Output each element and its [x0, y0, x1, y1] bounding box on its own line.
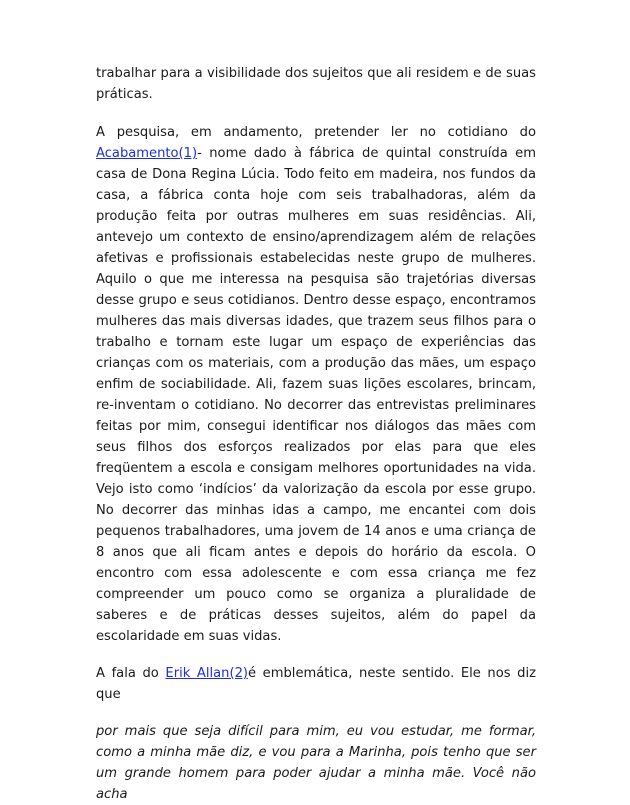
paragraph-erik-start: A fala do	[96, 666, 166, 681]
paragraph-research-rest: - nome dado à fábrica de quintal construída em casa de Dona Regina Lúcia. Todo feito em madeira, nos fundos da casa, a fábrica conta hoje com seis trabalhadoras, além da produção feita por outras mulheres em suas residências. Ali, antevejo um contexto de ensino/aprendizagem além de relações afetivas e profissionais estabelecidas neste grupo de mulheres. Aquilo o que me interessa na pesquisa são trajetórias diversas desse grupo e seus cotidianos. Dentro desse espaço, encontramos mulheres das mais diversas idades, que trazem seus filhos para o trabalho e tornam este lugar um espaço de experiências das crianças com os materiais, com a produção das mães, um espaço enfim de sociabilidade. Ali, fazem suas lições escolares, brincam, re-inventam o cotidiano. No decorrer das entrevistas preliminares feitas por mim, consegui identificar nos diálogos das mães com seus filhos dos esforços realizados por elas para que eles freqüentem a escola e consigam melhores oportunidades na vida. Vejo isto como ‘indícios’ da valorização da escola por esse grupo. No decorrer das minhas idas a campo, me encantei com dois pequenos trabalhadores, uma jovem de 14 anos e uma criança de 8 anos que ali ficam antes e depois do horário da escola. O encontro com essa adolescente e com essa criança me fez compreender um pouco como se organiza a pluralidade de saberes e de práticas desses sujeitos, além do papel da escolaridade em suas vidas.	[96, 146, 536, 644]
paragraph-erik-rest: é emblemática, neste sentido. Ele nos diz que	[96, 666, 536, 702]
quote-block: por mais que seja difícil para mim, eu vou estudar, me formar, como a minha mãe diz, e vou para a Marinha, pois tenho que ser um grande homem para poder ajudar a minha mãe. Você não acha	[96, 724, 536, 802]
paragraph-intro: trabalhar para a visibilidade dos sujeitos que ali residem e de suas práticas.	[96, 66, 536, 102]
paragraph-research	[96, 122, 536, 647]
paragraph-research-start: A pesquisa, em andamento, pretender ler no cotidiano do	[96, 125, 536, 140]
footnote-link-acabamento[interactable]: Acabamento(1)	[96, 146, 198, 161]
footnote-link-erik-allan[interactable]: Erik Allan(2)	[165, 666, 249, 681]
paragraph-erik	[96, 663, 536, 705]
document-body	[96, 63, 536, 805]
